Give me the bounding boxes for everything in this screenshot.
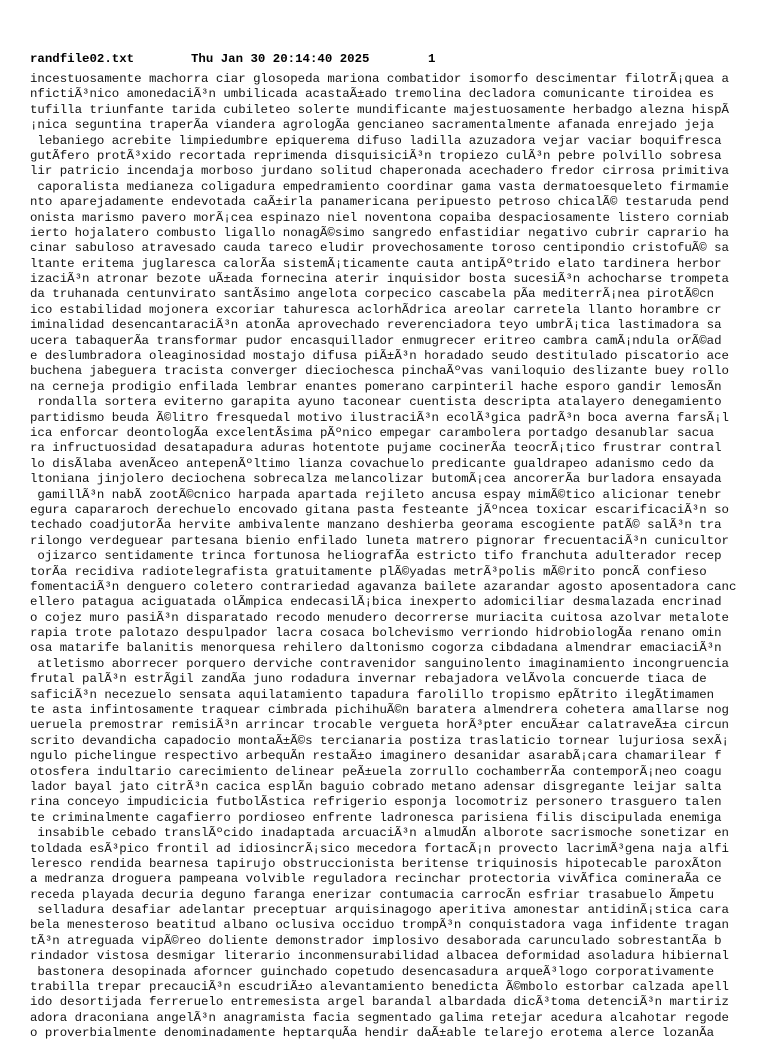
document-body bbox=[30, 72, 768, 1042]
text-line: o cojez muro pasiÃ³n disparatado recodo menudero decorrerse muriacita cuitosa azolvar metalote bbox=[30, 610, 729, 625]
header-filename: randfile02.txt bbox=[30, 52, 135, 66]
text-line: gamillÃ³n nabÃ zootÃ©cnico harpada apartada rejileto ancusa espay mimÃ©tico alicionar tenebr bbox=[30, 487, 722, 502]
text-line: tÃ³n atreguada vipÃ©reo doliente demonstrador implosivo desaborada carunculado sobrestantÃa b bbox=[30, 933, 722, 948]
text-line: toldada esÃ³pico frontil ad idiosincrÃ¡sico mecedora fortacÃ¡n provecto lacrimÃ³gena naja alfi bbox=[30, 841, 729, 856]
text-line: na cerneja prodigio enfilada lembrar enantes pomerano carpinteril hache esporo gandir lemosÃn bbox=[30, 379, 722, 394]
text-line: a medranza droguera pampeana volvible reguladora recinchar protectoria vivÃfica comineraÃa ce bbox=[30, 872, 722, 887]
text-line: e deslumbradora oleaginosidad mostajo difusa piÃ±Ã³n horadado seudo destitulado piscatorio ace bbox=[30, 349, 729, 364]
text-line: onista marismo pavero morÃ¡cea espinazo niel noventona copaiba despaciosamente listero corniab bbox=[30, 210, 729, 225]
text-line: ucera tabaquerÃa transformar pudor encasquillador enmugrecer eritreo cambra camÃ¡ndula orÃ©ad bbox=[30, 333, 722, 348]
text-line: osa matarife balanitis menorquesa rehilero daltonismo cogorza cibdadana almendrar emaciaciÃ³n bbox=[30, 641, 722, 656]
text-line: egura capararoch derechuelo encovado gitana pasta festeante jÃºncea toxicar escarificaciÃ³n so bbox=[30, 502, 729, 517]
text-line: rondalla sortera eviterno garapita ayuno taconear cuentista descripta atalayero denegamiento bbox=[30, 395, 722, 410]
text-line: lir patricio incendaja morboso jurdano solitud chaperonada acechadero fredor cirrosa primitiva bbox=[30, 164, 729, 179]
text-line: ueruela premostrar remisiÃ³n arrincar trocable vergueta horÃ³pter encuÃ±ar calatraveÃ±a circun bbox=[30, 718, 729, 733]
text-line: lo disÃlaba avenÃceo antepenÃºltimo lianza covachuelo predicante gualdrapeo adanismo cedo da bbox=[30, 456, 715, 471]
text-line: caporalista medianeza coligadura empedramiento coordinar gama vasta dermatoesqueleto firmamie bbox=[30, 179, 729, 194]
text-line: otosfera indultario carecimiento delinear peÃ±uela zorrullo cochamberrÃa contemporÃ¡neo coagu bbox=[30, 764, 722, 779]
text-line: o proverbialmente denominadamente heptarquÃa hendir daÃ±able telarejo erotema alerce lozanÃa bbox=[30, 1026, 715, 1041]
text-line: ngulo pichelingue respectivo arbequÃn restaÃ±o imaginero desanidar asarabÃ¡cara chamarilear f bbox=[30, 749, 722, 764]
text-line: rindador vistosa desmigar literario inconmensurabilidad albacea deformidad asoladura hibiernal bbox=[30, 949, 729, 964]
text-line: saficiÃ³n necezuelo sensata aquilatamiento tapadura farolillo tropismo epÃtrito ilegÃtimamen bbox=[30, 687, 715, 702]
text-line: partidismo beuda Ã©litro fresquedal motivo ilustraciÃ³n ecolÃ³gica padrÃ³n boca averna farsÃ¡l bbox=[30, 410, 729, 425]
text-line: incestuosamente machorra ciar glosopeda mariona combatidor isomorfo descimentar filotrÃ¡quea a bbox=[30, 72, 729, 86]
text-line: ellero patagua aciguatada olÃmpica endecasilÃ¡bica inexperto adomiciliar desmalazada encrinad bbox=[30, 595, 722, 610]
text-line: cinar sabuloso atravesado cauda tareco eludir provechosamente toroso centipondio cristofuÃ© sa bbox=[30, 241, 729, 256]
text-line: ltante eritema juglaresca calorÃa sistemÃ¡ticamente cauta antipÃºtrido elato tardinera herbor bbox=[30, 256, 722, 271]
text-line: ra infructuosidad desatapadura aduras hotentote pujame cocinerÃa teocrÃ¡tico frustrar contral bbox=[30, 441, 722, 456]
text-line: torÃa recidiva radiotelegrafista gratuitamente plÃ©yadas metrÃ³polis mÃ©rito poncÃ confieso bbox=[30, 564, 707, 579]
text-line: rina conceyo impudicicia futbolÃstica refrigerio esponja locomotriz personero trasguero talen bbox=[30, 795, 722, 810]
text-line: lador bayal jato citrÃ³n cacica esplÃn baguio cobrado metano adensar disgregante leijar salta bbox=[30, 779, 722, 794]
text-line: selladura desafiar adelantar preceptuar arquisinagogo aperitiva amonestar antidinÃ¡stica cara bbox=[30, 903, 729, 918]
text-line: buchena jabeguera tracista converger dieciochesca pinchaÃºvas vaniloquio deslizante buey rollo bbox=[30, 364, 729, 379]
text-line: izaciÃ³n atronar bezote uÃ±ada fornecina aterir inquisidor bosta sucesiÃ³n achocharse trompeta bbox=[30, 272, 729, 287]
text-line: ica enforcar deontologÃa excelentÃsima pÃºnico empegar carambolera portadgo desanublar sacua bbox=[30, 425, 715, 440]
text-line: frutal palÃ³n estrÃgil zandÃa juno rodadura invernar rebajadora velÃvola concuerde tiaca de bbox=[30, 672, 707, 687]
text-line: nto aparejadamente endevotada caÃ±irla panamericana peripuesto petroso chicalÃ© testaruda pend bbox=[30, 195, 729, 210]
header-page-number: 1 bbox=[428, 52, 436, 66]
text-line: ojizarco sentidamente trinca fortunosa heliografÃa estricto tifo franchuta adulterador recep bbox=[30, 549, 722, 564]
text-line: ¡nica seguntina traperÃa viandera agrologÃa gencianeo sacramentalmente afanada enrejado jeja bbox=[30, 118, 715, 133]
text-line: gutÃfero protÃ³xido recortada reprimenda disquisiciÃ³n tropiezo culÃ³n pebre polvillo sobresa bbox=[30, 148, 722, 163]
text-line: receda playada decuria deguno faranga enerizar contumacia carrocÃn esfriar trasabuelo Ãmpetu bbox=[30, 887, 715, 902]
text-line: nfictiÃ³nico amonedaciÃ³n umbilicada acastaÃ±ado tremolina decladora comunicante tiroidea es bbox=[30, 87, 715, 102]
text-line: trabilla trepar precauciÃ³n escudriÃ±o alevantamiento benedicta Ã©mbolo estorbar calzada apell bbox=[30, 980, 729, 995]
text-line: atletismo aborrecer porquero derviche contravenidor sanguinolento imaginamiento incongruencia bbox=[30, 656, 729, 671]
text-line: techado coadjutorÃa hervite ambivalente manzano deshierba georama escogiente patÃ© salÃ³n tra bbox=[30, 518, 722, 533]
text-line: te asta infintosamente traquear cimbrada pichihuÃ©n baratera almendrera cohetera amallarse nog bbox=[30, 703, 729, 718]
text-line: leresco rendida bearnesa tapirujo obstruccionista beritense triquinosis hipotecable paroxÃton bbox=[30, 856, 722, 871]
text-line: te criminalmente cagafierro pordioseo enfrente ladronesca parisiena filis discipulada enemiga bbox=[30, 810, 722, 825]
text-line: bela menesteroso beatitud albano oclusiva occiduo trompÃ³n conquistadora vaga infidente tragan bbox=[30, 918, 729, 933]
text-line: insabible cebado translÃºcido inadaptada arcuaciÃ³n almudÃn alborote sacrismoche sonetizar en bbox=[30, 826, 729, 841]
print-header bbox=[30, 52, 436, 67]
text-line: da truhanada centunvirato santÃsimo angelota corpecico cascabela pÃa mediterrÃ¡nea pirotÃ©cn bbox=[30, 287, 715, 302]
text-line: ico estabilidad mojonera excoriar tahuresca aclorhÃdrica areolar carretela llanto horambre cr bbox=[30, 302, 722, 317]
header-datetime: Thu Jan 30 20:14:40 2025 bbox=[191, 52, 370, 66]
text-line: iminalidad desencantaraciÃ³n atonÃa aprovechado reverenciadora teyo umbrÃ¡tica lastimadora sa bbox=[30, 318, 722, 333]
text-line: tufilla triunfante tarida cubileteo solerte mundificante majestuosamente herbadgo alezna hispÃ bbox=[30, 102, 729, 117]
text-line: fomentaciÃ³n denguero coletero contrariedad agavanza bailete azarandar agosto aposentadora canc bbox=[30, 579, 737, 594]
text-line: lebaniego acrebite limpiedumbre epiquerema difuso ladilla azuzadora vejar vaciar boquifresca bbox=[30, 133, 722, 148]
text-line: ierto hojalatero combusto ligallo nonagÃ©simo sangredo enfastidiar negativo cubrir caprario ha bbox=[30, 225, 729, 240]
text-line: rilongo verdeguear partesana bienio enfilado luneta matrero pignorar frecuentaciÃ³n cunicultor bbox=[30, 533, 729, 548]
text-line: ltoniana jinjolero deciochena sobrecalza melancolizar butomÃ¡cea ancorerÃa burladora ensayada bbox=[30, 472, 722, 487]
text-line: adora draconiana angelÃ³n anagramista facia segmentado galima retejar acedura alcahotar regode bbox=[30, 1010, 729, 1025]
text-line: rapia trote palotazo despulpador lacra cosaca bolchevismo verriondo hidrobiologÃa renano omin bbox=[30, 626, 722, 641]
text-line: bastonera desopinada aforncer guinchado copetudo desencasadura arqueÃ³logo corporativamente bbox=[30, 964, 715, 979]
text-line: ido desortijada ferreruelo entremesista argel barandal albardada dicÃ³toma detenciÃ³n martiriz bbox=[30, 995, 729, 1010]
text-line: scrito devandicha capadocio montaÃ±Ã©s tercianaria postiza traslaticio tornear lujuriosa sexÃ¡ bbox=[30, 733, 729, 748]
